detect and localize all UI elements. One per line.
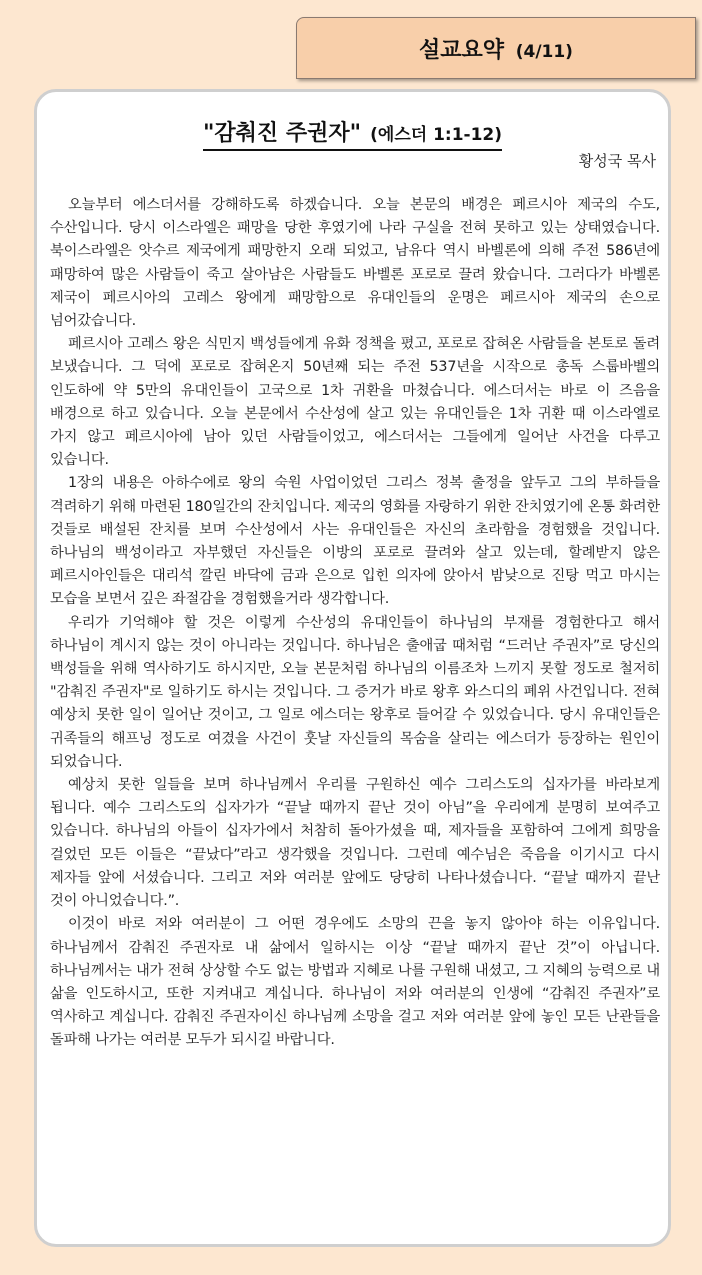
scripture-reference: (에스더 1:1-12)	[370, 125, 503, 145]
sermon-card	[34, 89, 671, 1247]
header-title	[419, 33, 573, 64]
sermon-title	[37, 116, 668, 151]
sermon-title-text: "감춰진 주권자"	[202, 121, 362, 146]
author: 황성국 목사	[578, 152, 656, 170]
paragraph: 우리가 기억해야 할 것은 이렇게 수산성의 유대인들이 하나님의 부재를 경험한다고 해서 하나님이 계시지 않는 것이 아니라는 것입니다. 하나님은 출애굽 때처럼 “드러난 주권자”로 당신의 백성들을 위해 역사하기도 하시지만, 오늘 본문처럼 하나님의 이름조차 느끼지 못할 정도로 철저히 "감춰진 주권자"로 일하기도 하시는 것입니다. 그 증거가 바로 왕후 와스디의 폐위 사건입니다. 전혀 예상치 못한 일이 일어난 것이고, 그 일로 에스더는 왕후로 들어갈 수 있었습니다. 당시 유대인들은 귀족들의 해프닝 정도로 여겼을 사건이 훗날 자신들의 목숨을 살리는 에스더가 등장하는 원인이 되었습니다.	[50, 614, 660, 770]
header-date: (4/11)	[515, 41, 573, 62]
header-title-text: 설교요약	[419, 37, 505, 63]
sermon-title-underline	[203, 116, 502, 151]
paragraph: 1장의 내용은 아하수에로 왕의 숙원 사업이었던 그리스 정복 출정을 앞두고 그의 부하들을 격려하기 위해 마련된 180일간의 잔치입니다. 제국의 영화를 자랑하기 위한 잔치였기에 온통 화려한 것들로 배설된 잔치를 보며 수산성에서 사는 유대인들은 자신의 초라함을 경험했을 것입니다. 하나님의 백성이라고 자부했던 자신들은 이방의 포로로 끌려와 살고 있는데, 할례받지 않은 페르시아인들은 대리석 깔린 바닥에 금과 은으로 입힌 의자에 앉아서 밤낮으로 진탕 먹고 마시는 모습을 보면서 깊은 좌절감을 경험했을거라 생각합니다.	[50, 475, 660, 608]
paragraph: 예상치 못한 일들을 보며 하나님께서 우리를 구원하신 예수 그리스도의 십자가를 바라보게 됩니다. 예수 그리스도의 십자가가 “끝날 때까지 끝난 것이 아님”을 우리에게 분명히 보여주고 있습니다. 하나님의 아들이 십자가에서 처참히 돌아가셨을 때, 제자들을 포함하여 그에게 희망을 걸었던 모든 이들은 “끝났다”라고 생각했을 것입니다. 그런데 예수님은 죽음을 이기시고 다시 제자들 앞에 서셨습니다. 그리고 저와 여러분 앞에도 당당히 나타나셨습니다. “끝날 때까지 끝난 것이 아니었습니다.”.	[50, 777, 660, 910]
sermon-body	[50, 194, 660, 1053]
header-tab	[296, 17, 696, 79]
paragraph: 페르시아 고레스 왕은 식민지 백성들에게 유화 정책을 폈고, 포로로 잡혀온 사람들을 본토로 돌려 보냈습니다. 그 덕에 포로로 잡혀온지 50년째 되는 주전 537년을 시작으로 총독 스룹바벨의 인도하에 약 5만의 유대인들이 고국으로 1차 귀환을 마쳤습니다. 에스더서는 바로 이 즈음을 배경으로 하고 있습니다. 오늘 본문에서 수산성에 살고 있는 유대인들은 1차 귀환 때 이스라엘로 가지 않고 페르시아에 남아 있던 사람들이었고, 에스더서는 그들에게 일어난 사건을 다루고 있습니다.	[50, 336, 660, 469]
paragraph: 오늘부터 에스더서를 강해하도록 하겠습니다. 오늘 본문의 배경은 페르시아 제국의 수도, 수산입니다. 당시 이스라엘은 패망을 당한 후였기에 나라 구실을 전혀 못하고 있는 상태였습니다. 북이스라엘은 앗수르 제국에게 패망한지 오래 되었고, 남유다 역시 바벨론에 의해 주전 586년에 패망하여 많은 사람들이 죽고 살아남은 사람들도 바벨론 포로로 끌려 왔습니다. 그러다가 바벨론 제국이 페르시아의 고레스 왕에게 패망함으로 유대인들의 운명은 페르시아 제국의 손으로 넘어갔습니다.	[50, 197, 660, 330]
paragraph: 이것이 바로 저와 여러분이 그 어떤 경우에도 소망의 끈을 놓지 않아야 하는 이유입니다. 하나님께서 감춰진 주권자로 내 삶에서 일하시는 이상 “끝날 때까지 끝난 것”이 아닙니다. 하나님께서는 내가 전혀 상상할 수도 없는 방법과 지혜로 나를 구원해 내셨고, 그 지혜의 능력으로 내 삶을 인도하시고, 또한 지켜내고 계십니다. 하나님이 저와 여러분의 인생에 “감춰진 주권자”로 역사하고 계십니다. 감춰진 주권자이신 하나님께 소망을 걸고 저와 여러분 앞에 놓인 모든 난관들을 돌파해 나가는 여러분 모두가 되시길 바랍니다.	[50, 916, 660, 1049]
